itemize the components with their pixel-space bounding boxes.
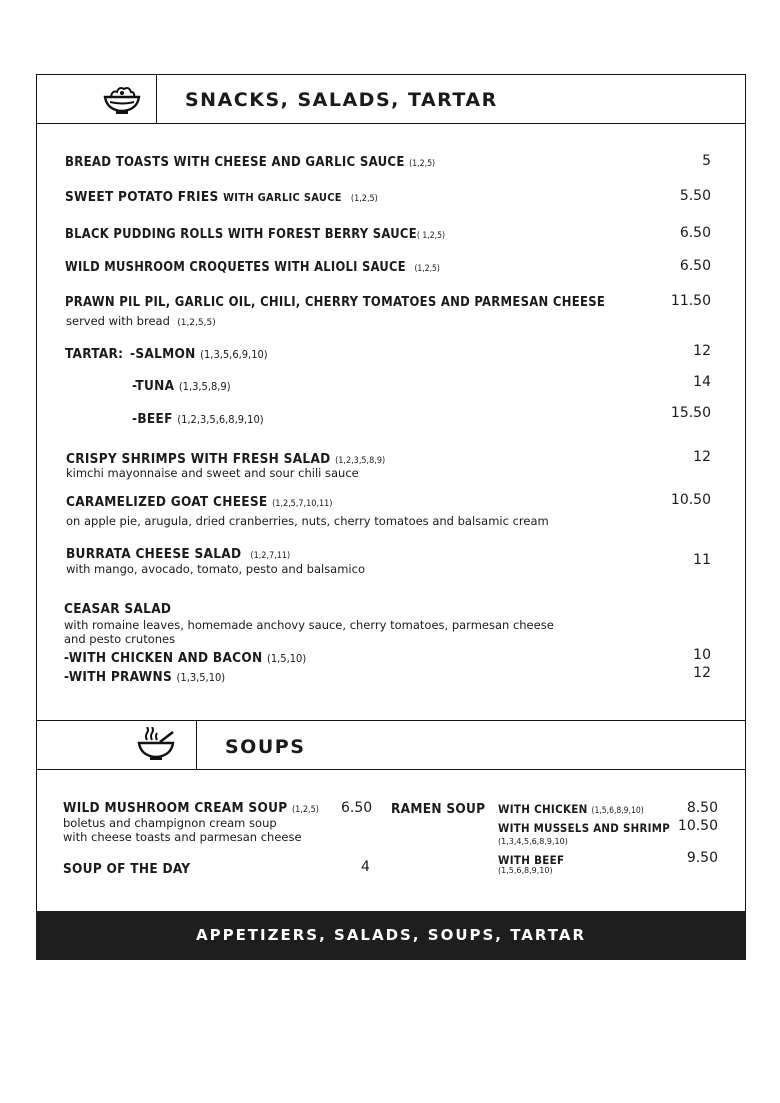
tartar-beef: -BEEF (1,2,3,5,6,8,9,10) bbox=[132, 411, 264, 427]
tartar-tuna: -TUNA (1,3,5,8,9) bbox=[132, 378, 231, 394]
soup-of-day-name: SOUP OF THE DAY bbox=[63, 861, 191, 877]
prawn-name: PRAWN PIL PIL, GARLIC OIL, CHILI, CHERRY TOMATOES AND PARMESAN CHEESE bbox=[65, 294, 606, 310]
footer-title: APPETIZERS, SALADS, SOUPS, TARTAR bbox=[195, 926, 587, 944]
bread-name: BREAD TOASTS WITH CHEESE AND GARLIC SAUCE (1,2,5) bbox=[65, 154, 436, 170]
tartar-salmon-price: 12 bbox=[693, 343, 711, 359]
snacks-icon-cell bbox=[36, 74, 157, 123]
snacks-title: SNACKS, SALADS, TARTAR bbox=[185, 89, 498, 111]
ramen-mussels: WITH MUSSELS AND SHRIMP bbox=[498, 821, 671, 835]
ceasar-chicken-price: 10 bbox=[693, 647, 711, 663]
tartar-label: TARTAR: bbox=[65, 346, 124, 362]
ramen-chicken: WITH CHICKEN (1,5,6,8,9,10) bbox=[498, 802, 644, 816]
ceasar-name: CEASAR SALAD bbox=[64, 601, 172, 617]
soups-icon-cell bbox=[36, 721, 197, 769]
prawn-desc: served with bread (1,2,5,5) bbox=[66, 314, 216, 328]
ramen-beef: WITH BEEF bbox=[498, 853, 565, 867]
ramen-beef-price: 9.50 bbox=[686, 850, 718, 866]
burrata-desc: with mango, avocado, tomato, pesto and balsamico bbox=[66, 562, 365, 576]
soups-header bbox=[36, 720, 746, 770]
pudding-price: 6.50 bbox=[679, 225, 711, 241]
ceasar-chicken: -WITH CHICKEN AND BACON (1,5,10) bbox=[64, 650, 307, 666]
croquetes-name: WILD MUSHROOM CROQUETES WITH ALIOLI SAUCE (1,2,5) bbox=[65, 259, 440, 275]
shrimps-name: CRISPY SHRIMPS WITH FRESH SALAD (1,2,3,5,8,9) bbox=[66, 451, 386, 467]
bread-price: 5 bbox=[702, 153, 711, 169]
soup-of-day-price: 4 bbox=[361, 859, 370, 875]
pudding-name: BLACK PUDDING ROLLS WITH FOREST BERRY SAUCE( 1,2,5) bbox=[65, 226, 445, 242]
shrimps-price: 12 bbox=[693, 449, 711, 465]
salad-bowl-icon bbox=[102, 83, 142, 115]
fries-name: SWEET POTATO FRIES WITH GARLIC SAUCE (1,2,5) bbox=[65, 189, 378, 205]
ceasar-desc2: and pesto crutones bbox=[64, 632, 176, 646]
ceasar-prawns-price: 12 bbox=[693, 665, 711, 681]
tartar-salmon: -SALMON (1,3,5,6,9,10) bbox=[130, 346, 268, 362]
soups-title: SOUPS bbox=[225, 736, 306, 758]
ramen-mussels-price: 10.50 bbox=[677, 818, 718, 834]
ramen-name: RAMEN SOUP bbox=[391, 801, 486, 817]
prawn-price: 11.50 bbox=[670, 293, 711, 309]
ramen-mussels-allergens: (1,3,4,5,6,8,9,10) bbox=[498, 837, 568, 846]
mushroom-soup-name: WILD MUSHROOM CREAM SOUP (1,2,5) bbox=[63, 800, 319, 816]
mushroom-soup-desc2: with cheese toasts and parmesan cheese bbox=[63, 830, 302, 844]
goat-desc: on apple pie, arugula, dried cranberries, nuts, cherry tomatoes and balsamic cream bbox=[66, 514, 549, 528]
burrata-price: 11 bbox=[693, 552, 711, 568]
ceasar-prawns: -WITH PRAWNS (1,3,5,10) bbox=[64, 669, 226, 685]
goat-name: CARAMELIZED GOAT CHEESE (1,2,5,7,10,11) bbox=[66, 494, 333, 510]
footer-banner bbox=[36, 911, 746, 960]
mushroom-soup-price: 6.50 bbox=[341, 800, 373, 816]
ramen-chicken-price: 8.50 bbox=[686, 800, 718, 816]
goat-price: 10.50 bbox=[670, 492, 711, 508]
soup-bowl-icon bbox=[136, 727, 176, 761]
burrata-name: BURRATA CHEESE SALAD (1,2,7,11) bbox=[66, 546, 291, 562]
croquetes-price: 6.50 bbox=[679, 258, 711, 274]
snacks-header bbox=[36, 74, 746, 124]
tartar-beef-price: 15.50 bbox=[670, 405, 711, 421]
ceasar-desc1: with romaine leaves, homemade anchovy sauce, cherry tomatoes, parmesan cheese bbox=[64, 618, 554, 632]
shrimps-desc: kimchi mayonnaise and sweet and sour chili sauce bbox=[66, 466, 359, 480]
ramen-beef-allergens: (1,5,6,8,9,10) bbox=[498, 866, 553, 875]
tartar-tuna-price: 14 bbox=[693, 374, 711, 390]
fries-price: 5.50 bbox=[679, 188, 711, 204]
mushroom-soup-desc1: boletus and champignon cream soup bbox=[63, 816, 277, 830]
